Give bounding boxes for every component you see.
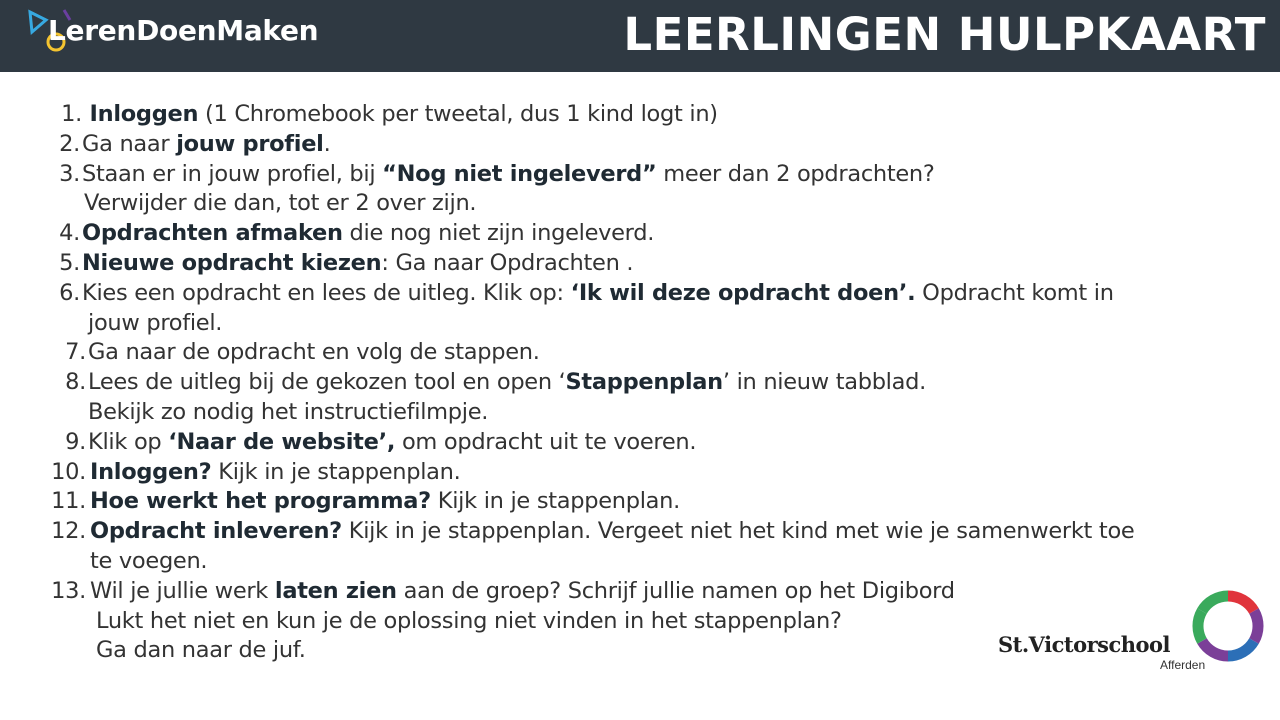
step-text xyxy=(88,368,926,398)
step-number: 4. xyxy=(59,220,80,247)
step-text-part: aan de groep? Schrijf jullie namen op het Digibord xyxy=(396,577,955,604)
step-text-part: Lukt het niet en kun je de oplossing niet vinden in het stappenplan? xyxy=(96,607,842,634)
step-text-part: Verwijder die dan, tot er 2 over zijn. xyxy=(84,190,477,217)
step-text-part: Ga naar de opdracht en volg de stappen. xyxy=(88,339,540,366)
step-number: 9. xyxy=(65,428,86,455)
step-number: 10. xyxy=(51,458,86,485)
step-line xyxy=(0,338,1240,368)
step-text-part: Kijk in je stappenplan. Vergeet niet het kind met wie je samenwerkt toe xyxy=(341,518,1135,545)
step-text-part: Kijk in je stappenplan. xyxy=(211,458,461,485)
step-text-part: Kijk in je stappenplan. xyxy=(430,488,680,515)
step-number: 6. xyxy=(59,279,80,306)
step-text-bold: Hoe werkt het programma? xyxy=(90,488,431,515)
step-text xyxy=(90,458,460,488)
step-text-part: Ga naar xyxy=(82,130,177,157)
step-text xyxy=(82,100,718,130)
step-text-part: Ga dan naar de juf. xyxy=(96,637,306,664)
step-text-part: Klik op xyxy=(88,428,169,455)
step-line xyxy=(0,160,1240,190)
step-line xyxy=(0,130,1240,160)
school-place: Afferden xyxy=(1160,658,1206,672)
step-text xyxy=(82,249,633,279)
step-text-bold: Opdracht inleveren? xyxy=(90,518,342,545)
step-text xyxy=(82,279,1114,309)
step-text-bold: “Nog niet ingeleverd” xyxy=(382,160,657,187)
step-line xyxy=(0,368,1240,398)
step-number: 5. xyxy=(59,249,80,276)
step-text xyxy=(88,338,540,368)
step-number: 2. xyxy=(59,130,80,157)
step-text-part: Bekijk zo nodig het instructiefilmpje. xyxy=(88,398,489,425)
step-number: 12. xyxy=(51,518,86,545)
step-line xyxy=(0,517,1240,547)
step-text-bold: jouw profiel xyxy=(176,130,324,157)
step-line xyxy=(0,100,1240,130)
step-text-part: (1 Chromebook per tweetal, dus 1 kind logt in) xyxy=(198,101,718,127)
step-text-part: te voegen. xyxy=(90,547,208,574)
step-number: 3. xyxy=(59,160,80,187)
step-text-bold: Inloggen? xyxy=(90,458,212,485)
step-text-part: die nog niet zijn ingeleverd. xyxy=(342,220,655,247)
header-bar xyxy=(0,0,1280,72)
step-text-part: Lees de uitleg bij de gekozen tool en open ‘ xyxy=(88,369,566,396)
step-text xyxy=(96,636,306,666)
step-text xyxy=(82,130,330,160)
step-text xyxy=(90,577,955,607)
step-text xyxy=(96,607,842,637)
step-line xyxy=(0,279,1240,309)
step-text xyxy=(90,547,207,577)
step-text-part: jouw profiel. xyxy=(88,309,223,336)
school-emblem-icon xyxy=(1188,586,1268,666)
brand-name: LerenDoenMaken xyxy=(48,14,319,47)
step-text xyxy=(88,428,696,458)
step-text-part: Opdracht komt in xyxy=(915,279,1114,306)
step-line xyxy=(0,547,1240,577)
step-text-part: : Ga naar Opdrachten . xyxy=(381,249,634,276)
step-line xyxy=(0,428,1240,458)
step-number: 11. xyxy=(51,488,86,515)
step-text-bold: Stappenplan xyxy=(565,369,723,396)
step-line xyxy=(0,487,1240,517)
step-number: 13. xyxy=(51,577,86,604)
step-text-part: meer dan 2 opdrachten? xyxy=(656,160,935,187)
step-line xyxy=(0,249,1240,279)
step-text-part: Kies een opdracht en lees de uitleg. Klik op: xyxy=(82,279,571,306)
school-name: St.Victorschool xyxy=(998,632,1171,657)
step-text-bold: Opdrachten afmaken xyxy=(82,220,343,247)
brand-logo xyxy=(28,6,328,54)
step-text xyxy=(90,487,680,517)
step-text-part: Wil je jullie werk xyxy=(90,577,275,604)
step-text xyxy=(82,219,654,249)
step-text-bold: Inloggen xyxy=(82,101,199,127)
step-text xyxy=(88,309,222,339)
step-text-part: om opdracht uit te voeren. xyxy=(395,428,697,455)
step-number: 1. xyxy=(61,101,82,127)
step-number: 8. xyxy=(65,369,86,396)
step-line xyxy=(0,189,1240,219)
step-text-part: . xyxy=(323,130,331,157)
step-text-part: ’ in nieuw tabblad. xyxy=(722,369,926,396)
step-number: 7. xyxy=(65,339,86,366)
step-line xyxy=(0,398,1240,428)
page-title: LEERLINGEN HULPKAART xyxy=(623,8,1266,61)
steps-list xyxy=(0,100,1240,666)
step-line xyxy=(0,458,1240,488)
step-text-bold: Nieuwe opdracht kiezen xyxy=(82,249,382,276)
step-line xyxy=(0,309,1240,339)
step-text-bold: laten zien xyxy=(274,577,397,604)
step-text xyxy=(90,517,1134,547)
step-line xyxy=(0,219,1240,249)
school-logo-block xyxy=(998,586,1268,696)
step-text xyxy=(82,160,935,190)
step-text-bold: ‘Naar de website’, xyxy=(168,428,396,455)
step-text-part: Staan er in jouw profiel, bij xyxy=(82,160,383,187)
step-text xyxy=(88,398,488,428)
step-text xyxy=(84,189,476,219)
step-text-bold: ‘Ik wil deze opdracht doen’. xyxy=(570,279,916,306)
